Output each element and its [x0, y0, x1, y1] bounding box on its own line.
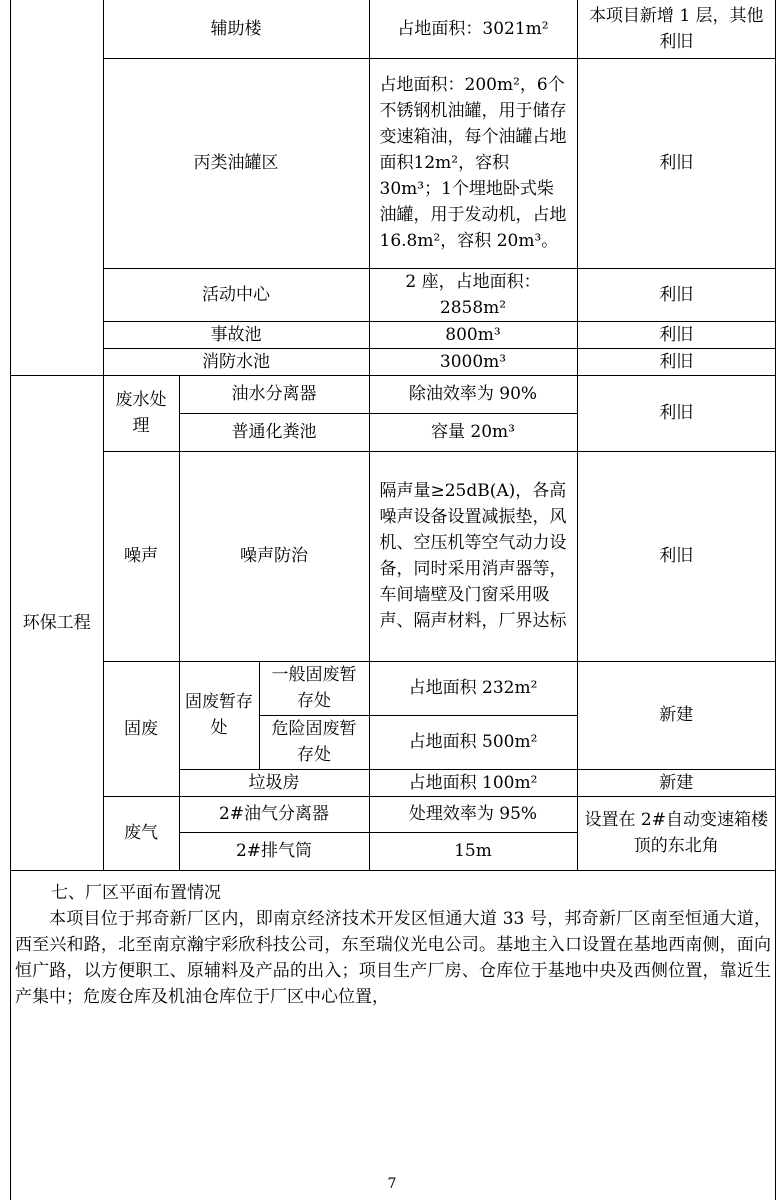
item-note: 利旧: [577, 268, 775, 321]
table-row: [11, 796, 775, 832]
page-number: 7: [387, 1176, 397, 1192]
item-spec: 占地面积 232m²: [369, 661, 577, 715]
document-page: [10, 0, 776, 1200]
item-spec: 占地面积 100m²: [369, 769, 577, 796]
item-name: 消防水池: [103, 348, 369, 375]
item-note: 利旧: [577, 451, 775, 661]
item-spec: 占地面积：200m²，6个不锈钢机油罐，用于储存变速箱油，每个油罐占地面积12m²，容积 30m³；1个埋地卧式柴油罐，用于发动机，占地16.8m²，容积 20m³。: [369, 58, 577, 268]
item-name: 活动中心: [103, 268, 369, 321]
item-spec: 占地面积：3021m²: [369, 0, 577, 58]
table-row: [11, 451, 775, 661]
table-row: [11, 268, 775, 321]
wastewater-label: 废水处理: [103, 375, 179, 451]
item-name: 2#油气分离器: [179, 796, 369, 832]
item-name: 事故池: [103, 321, 369, 348]
table-row: [11, 375, 775, 413]
item-note: 利旧: [577, 375, 775, 451]
item-note: 利旧: [577, 348, 775, 375]
table-row: [11, 0, 775, 58]
item-spec: 800m³: [369, 321, 577, 348]
item-name: 危险固废暂存处: [259, 715, 369, 769]
item-name: 丙类油罐区: [103, 58, 369, 268]
env-category-label: 环保工程: [11, 375, 103, 870]
category-cell-blank: [11, 0, 103, 375]
noise-label: 噪声: [103, 451, 179, 661]
item-spec: 3000m³: [369, 348, 577, 375]
table-row: [11, 348, 775, 375]
item-name: 一般固废暂存处: [259, 661, 369, 715]
table-row: [11, 58, 775, 268]
item-spec: 占地面积 500m²: [369, 715, 577, 769]
section-heading: 七、厂区平面布置情况: [51, 883, 221, 903]
item-name: 垃圾房: [179, 769, 369, 796]
item-name: 2#排气筒: [179, 832, 369, 870]
item-name: 噪声防治: [179, 451, 369, 661]
item-name: 辅助楼: [103, 0, 369, 58]
solid-waste-sub-label: 固废暂存处: [179, 661, 259, 769]
item-name: 油水分离器: [179, 375, 369, 413]
table-row: [11, 661, 775, 715]
item-spec: 容量 20m³: [369, 413, 577, 451]
item-spec: 除油效率为 90%: [369, 375, 577, 413]
table-row: [11, 321, 775, 348]
item-note: 设置在 2#自动变速箱楼顶的东北角: [577, 796, 775, 870]
item-note: 本项目新增 1 层，其他利旧: [577, 0, 775, 58]
solid-waste-label: 固废: [103, 661, 179, 796]
item-note: 新建: [577, 661, 775, 769]
item-note: 新建: [577, 769, 775, 796]
item-spec: 隔声量≥25dB(A)，各高噪声设备设置减振垫，风机、空压机等空气动力设备，同时采用消声器等，车间墙壁及门窗采用吸声、隔声材料，厂界达标: [369, 451, 577, 661]
item-note: 利旧: [577, 58, 775, 268]
section-body: 本项目位于邦奇新厂区内，即南京经济技术开发区恒通大道 33 号，邦奇新厂区南至恒通大道，西至兴和路，北至南京瀚宇彩欣科技公司，东至瑞仪光电公司。基地主入口设置在基地西南侧，面向恒广路，以方便职工、原辅料及产品的出入；项目生产厂房、仓库位于基地中央及西侧位置，靠近生产集中；危废仓库及机油仓库位于厂区中心位置，: [15, 909, 771, 1007]
item-name: 普通化粪池: [179, 413, 369, 451]
item-spec: 处理效率为 95%: [369, 796, 577, 832]
item-spec: 15m: [369, 832, 577, 870]
item-spec: 2 座，占地面积：2858m²: [369, 268, 577, 321]
exhaust-gas-label: 废气: [103, 796, 179, 870]
project-composition-table: [11, 0, 775, 871]
item-note: 利旧: [577, 321, 775, 348]
